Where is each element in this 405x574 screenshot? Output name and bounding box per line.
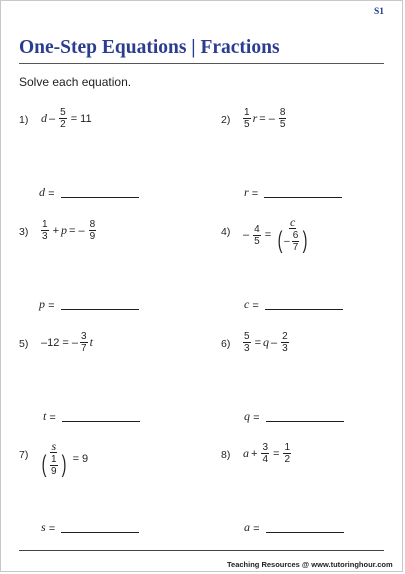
answer-line[interactable] bbox=[266, 420, 344, 422]
answer-line[interactable] bbox=[264, 196, 342, 198]
problem-number: 7) bbox=[19, 449, 29, 461]
answer-line[interactable] bbox=[265, 308, 343, 310]
answer-3: p = bbox=[39, 297, 139, 312]
answer-line[interactable] bbox=[62, 420, 140, 422]
fraction: $\frac{5}{2}$ bbox=[60, 107, 66, 130]
equals: = 11 bbox=[70, 112, 92, 125]
instruction: Solve each equation. bbox=[19, 75, 132, 89]
equation-2: $\frac{1}{5}$ r = – $\frac{8}{5}$ bbox=[244, 107, 286, 130]
complex-fraction: c ( – $\frac{6}{7}$ ) bbox=[277, 215, 308, 254]
answer-4: c = bbox=[244, 297, 343, 312]
problem-number: 4) bbox=[221, 226, 231, 238]
footer-divider bbox=[19, 550, 384, 551]
sheet-code: S1 bbox=[373, 7, 384, 17]
problem-number: 1) bbox=[19, 114, 29, 126]
problem-number: 2) bbox=[221, 114, 231, 126]
equation-6: $\frac{5}{3}$ = q – $\frac{2}{3}$ bbox=[244, 331, 288, 354]
answer-line[interactable] bbox=[266, 531, 344, 533]
complex-fraction: s ( $\frac{1}{9}$ ) bbox=[41, 439, 66, 478]
equation-5: –12 = – $\frac{3}{7}$ t bbox=[41, 331, 93, 354]
answer-line[interactable] bbox=[61, 308, 139, 310]
title-divider bbox=[19, 63, 384, 64]
footer-credit: Teaching Resources @ www.tutoringhour.com bbox=[227, 560, 393, 569]
answer-1: d = bbox=[39, 185, 139, 200]
answer-line[interactable] bbox=[61, 531, 139, 533]
equation-1 bbox=[41, 107, 94, 130]
answer-2: r = bbox=[244, 185, 342, 200]
answer-8: a = bbox=[244, 520, 344, 535]
problem-number: 6) bbox=[221, 338, 231, 350]
equation-8: a + $\frac{3}{4}$ = $\frac{1}{2}$ bbox=[243, 442, 290, 465]
operator: – bbox=[49, 112, 56, 125]
problem-number: 8) bbox=[221, 449, 231, 461]
answer-5: t = bbox=[43, 409, 140, 424]
answer-7: s = bbox=[41, 520, 139, 535]
page-title: One-Step Equations | Fractions bbox=[19, 37, 280, 58]
problem-number: 5) bbox=[19, 338, 29, 350]
equation-7: s ( $\frac{1}{9}$ ) = 9 bbox=[37, 441, 90, 477]
answer-line[interactable] bbox=[61, 196, 139, 198]
variable: d bbox=[41, 111, 47, 125]
answer-6: q = bbox=[244, 409, 344, 424]
equation-3: $\frac{1}{3}$ + p = – $\frac{8}{9}$ bbox=[42, 219, 96, 242]
equation-4: – $\frac{4}{5}$ = c ( – $\frac{6}{7}$ ) bbox=[241, 217, 312, 253]
problem-number: 3) bbox=[19, 226, 29, 238]
